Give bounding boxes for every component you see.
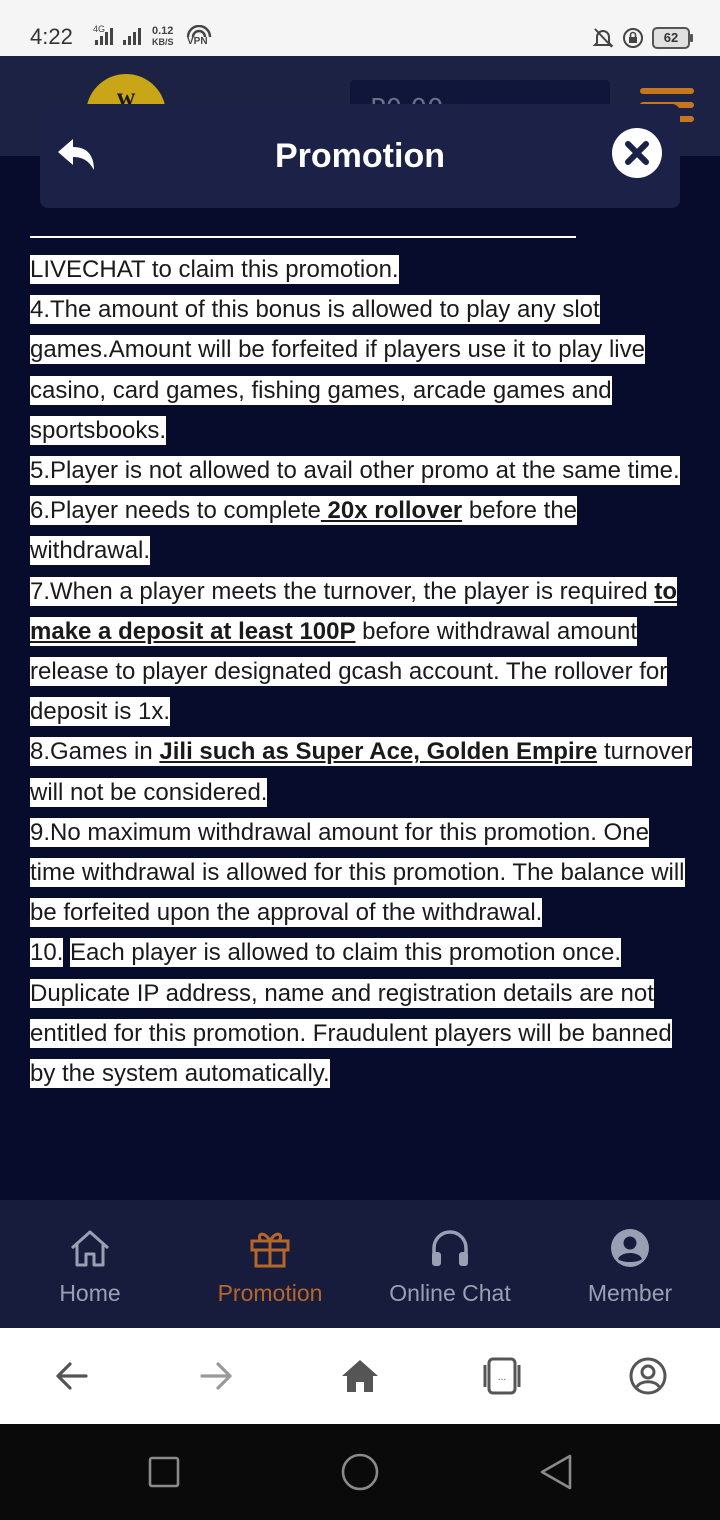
vpn-indicator (186, 24, 212, 48)
nav-label-member: Member (587, 1280, 673, 1306)
recent-apps-icon[interactable] (144, 1452, 184, 1492)
term-paragraph (30, 732, 694, 812)
term-paragraph (30, 813, 694, 934)
term-text: 6.Player needs to complete (30, 497, 321, 525)
browser-back-icon[interactable] (52, 1356, 92, 1396)
term-text: before withdrawal amount release to player designated gcash account. The rollover for deposit is 1x. (30, 617, 668, 726)
modal-header (40, 104, 680, 208)
close-button[interactable] (612, 128, 662, 178)
reply-arrow-icon (56, 136, 98, 176)
term-paragraph (30, 451, 694, 491)
speed-value: 0.12 (152, 25, 174, 37)
status-time: 4:22 (30, 24, 73, 49)
home-icon (68, 1228, 112, 1268)
content-divider (30, 236, 576, 238)
term-paragraph (30, 290, 694, 451)
bell-off-icon (592, 27, 614, 49)
term-highlight: to make a deposit at least 100P (30, 577, 677, 645)
term-text: 8.Games in (30, 738, 160, 766)
nav-home[interactable] (0, 1200, 180, 1328)
network-type: 4G (93, 24, 106, 34)
status-right (592, 26, 690, 50)
term-text: before the withdrawal. (30, 497, 578, 565)
system-home-icon[interactable] (340, 1452, 380, 1492)
term-text: 5.Player is not allowed to avail other promo at the same time. (30, 457, 680, 485)
close-icon (612, 128, 662, 178)
back-button[interactable] (56, 136, 98, 176)
modal-title: Promotion (275, 137, 445, 175)
term-highlight: 20x rollover (320, 497, 463, 525)
promotion-content (30, 236, 694, 1094)
browser-toolbar (0, 1328, 720, 1424)
term-text: LIVECHAT to claim this promotion. (30, 256, 399, 283)
signal-icon (93, 26, 147, 46)
nav-label-online-chat: Online Chat (389, 1280, 511, 1306)
terms-list (30, 250, 694, 1094)
term-text: turnover will not be considered. (30, 738, 693, 806)
browser-forward-icon[interactable] (196, 1356, 236, 1396)
gift-icon (248, 1228, 292, 1268)
term-paragraph (30, 933, 694, 1094)
status-bar (0, 0, 720, 56)
nav-promotion[interactable] (180, 1200, 360, 1328)
term-paragraph (30, 572, 694, 733)
tabs-icon[interactable] (482, 1356, 522, 1396)
speed-unit: KB/S (152, 37, 174, 47)
lock-rotation-icon (622, 27, 644, 49)
system-navigation (0, 1424, 720, 1520)
battery-indicator: 62 (652, 27, 690, 49)
system-back-icon[interactable] (536, 1452, 576, 1492)
term-text: Each player is allowed to claim this promotion once. Duplicate IP address, name and registration details are not entitled for this promotion. Fraudulent players will be banned by the system automatically. (30, 939, 672, 1088)
term-paragraph (30, 250, 694, 290)
nav-label-home: Home (59, 1280, 121, 1306)
browser-home-icon[interactable] (340, 1356, 380, 1396)
nav-member[interactable] (540, 1200, 720, 1328)
term-text: 9.No maximum withdrawal amount for this promotion. One time withdrawal is allowed for this promotion. The balance will be forfeited upon the approval of the withdrawal. (30, 818, 685, 927)
term-text: 4.The amount of this bonus is allowed to play any slot games.Amount will be forfeited if players use it to play live casino, card games, fishing games, arcade games and sportsbooks. (30, 296, 645, 444)
account-icon[interactable] (628, 1356, 668, 1396)
vpn-label: VPN (187, 36, 208, 47)
svg-text:...: ... (497, 1373, 507, 1383)
term-paragraph (30, 491, 694, 571)
bottom-nav (0, 1200, 720, 1328)
user-icon (608, 1228, 652, 1268)
term-text: 10. (30, 939, 64, 967)
term-text: 7.When a player meets the turnover, the player is required (30, 577, 655, 605)
network-speed (152, 26, 174, 48)
nav-label-promotion: Promotion (217, 1280, 323, 1306)
nav-online-chat[interactable] (360, 1200, 540, 1328)
headset-icon (428, 1228, 472, 1268)
term-highlight: Jili such as Super Ace, Golden Empire (159, 738, 598, 766)
